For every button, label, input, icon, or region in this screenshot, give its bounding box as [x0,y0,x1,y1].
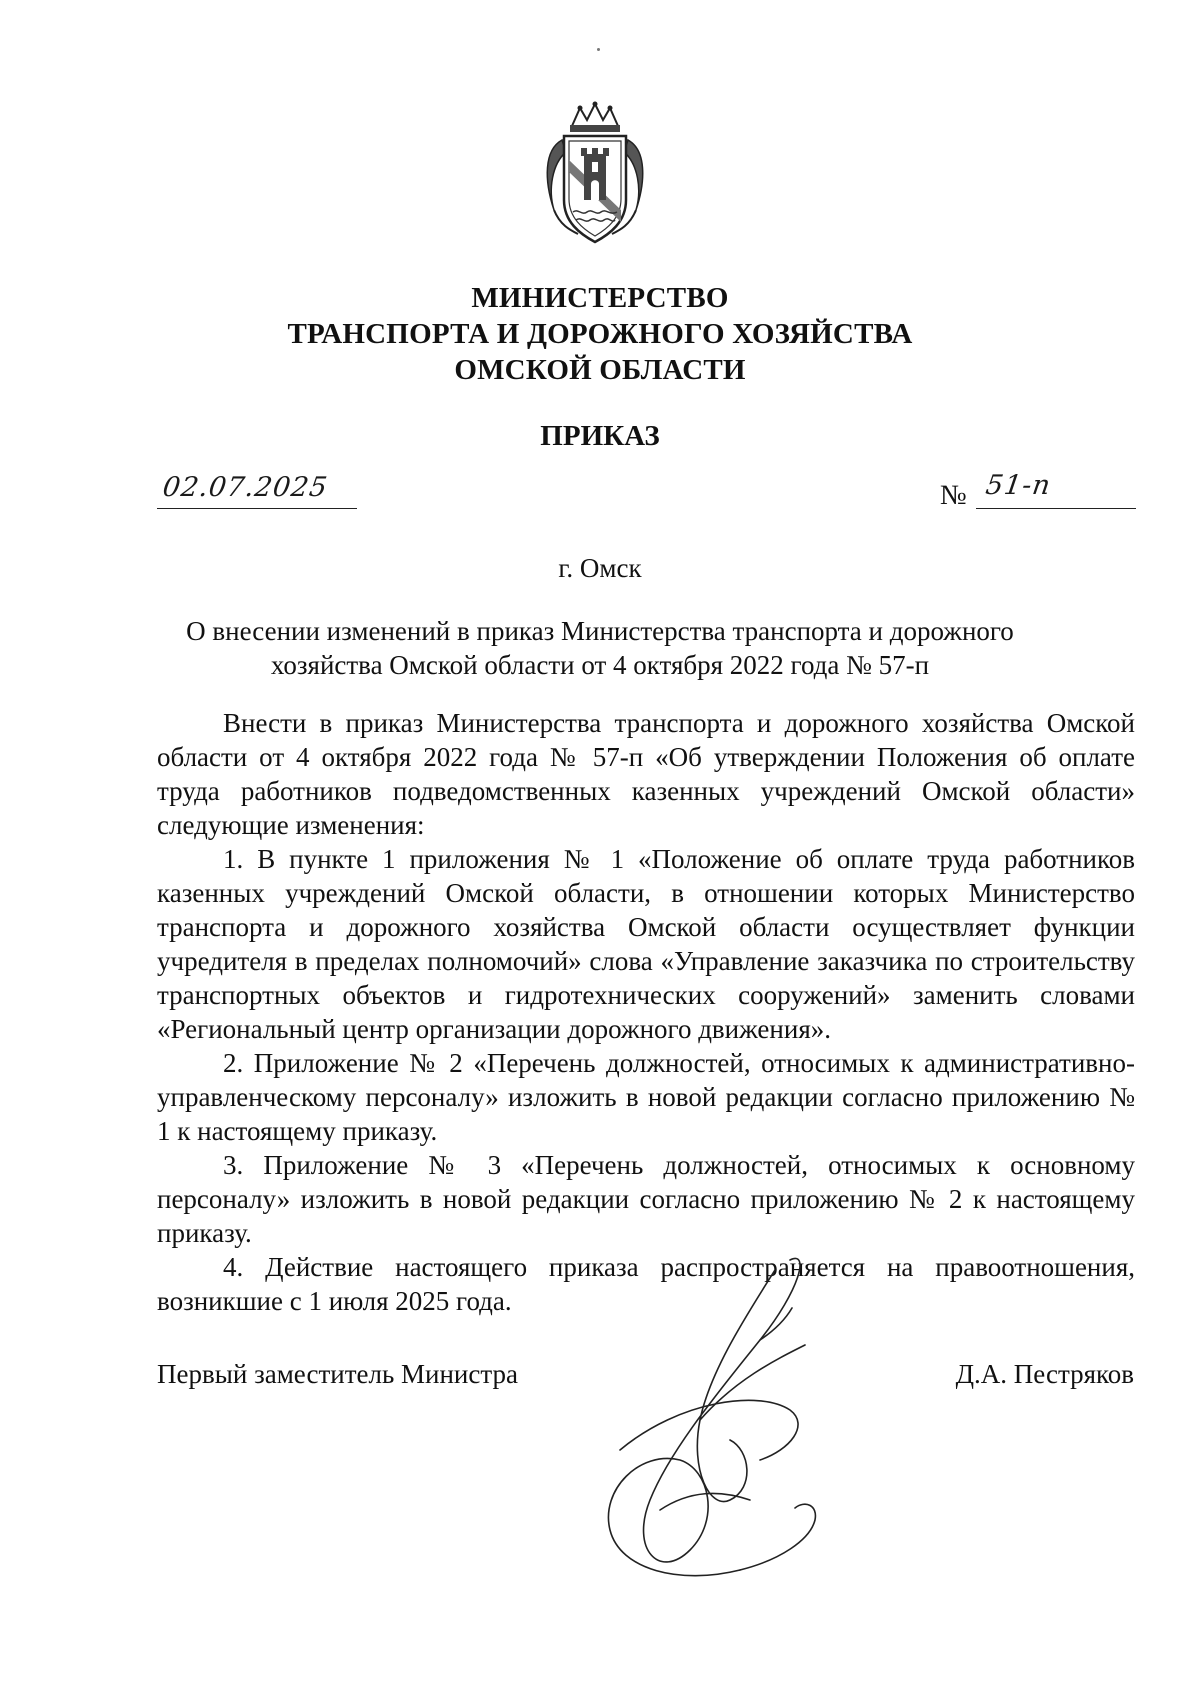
document-type: ПРИКАЗ [540,420,660,452]
ministry-name-line-2: ТРАНСПОРТА И ДОРОЖНОГО ХОЗЯЙСТВА [287,318,913,350]
document-city: г. Омск [558,553,642,583]
document-body [157,706,1135,1318]
body-item-1: 1. В пункте 1 приложения № 1 «Положение об оплате труда работников казенных учреждений Омской области, в отношении которых Министерство транспорта и дорожного хозяйства Омской области осуществляет функции учредителя в пределах полномочий» слова «Управление заказчика по строительству транспортных объектов и гидротехнических сооружений» заменить словами «Региональный центр организации дорожного движения». [157,844,1135,1044]
body-item-3: 3. Приложение № 3 «Перечень должностей, относимых к основному персоналу» изложить в новой редакции согласно приложению № 2 к настоящему приказу. [157,1150,1135,1248]
document-number-field [976,472,1136,509]
document-number-label: № [940,480,967,511]
body-item-4: 4. Действие настоящего приказа распространяется на правоотношения, возникшие с 1 июля 2025 года. [157,1252,1135,1316]
document-number: 51-п [983,470,1054,501]
ministry-name-line-1: МИНИСТЕРСТВО [471,282,729,314]
handwritten-signature [560,1250,880,1600]
body-intro: Внести в приказ Министерства транспорта и дорожного хозяйства Омской области от 4 октября 2022 года № 57-п «Об утверждении Положения об оплате труда работников подведомственных казенных учреждений Омской области» следующие изменения: [157,708,1135,840]
signer-name: Д.А. Пестряков [955,1359,1134,1389]
body-item-2: 2. Приложение № 2 «Перечень должностей, относимых к административно-управленческому персоналу» изложить в новой редакции согласно приложению № 1 к настоящему приказу. [157,1048,1135,1146]
coat-of-arms-icon [540,100,650,250]
document-date-field [157,472,357,509]
document-date: 02.07.2025 [160,472,330,503]
document-subject: О внесении изменений в приказ Министерства транспорта и дорожного хозяйства Омской области от 4 октября 2022 года № 57-п [186,616,1014,680]
scan-speck [597,48,600,51]
signer-title: Первый заместитель Министра [157,1359,518,1389]
ministry-name-line-3: ОМСКОЙ ОБЛАСТИ [454,354,746,386]
